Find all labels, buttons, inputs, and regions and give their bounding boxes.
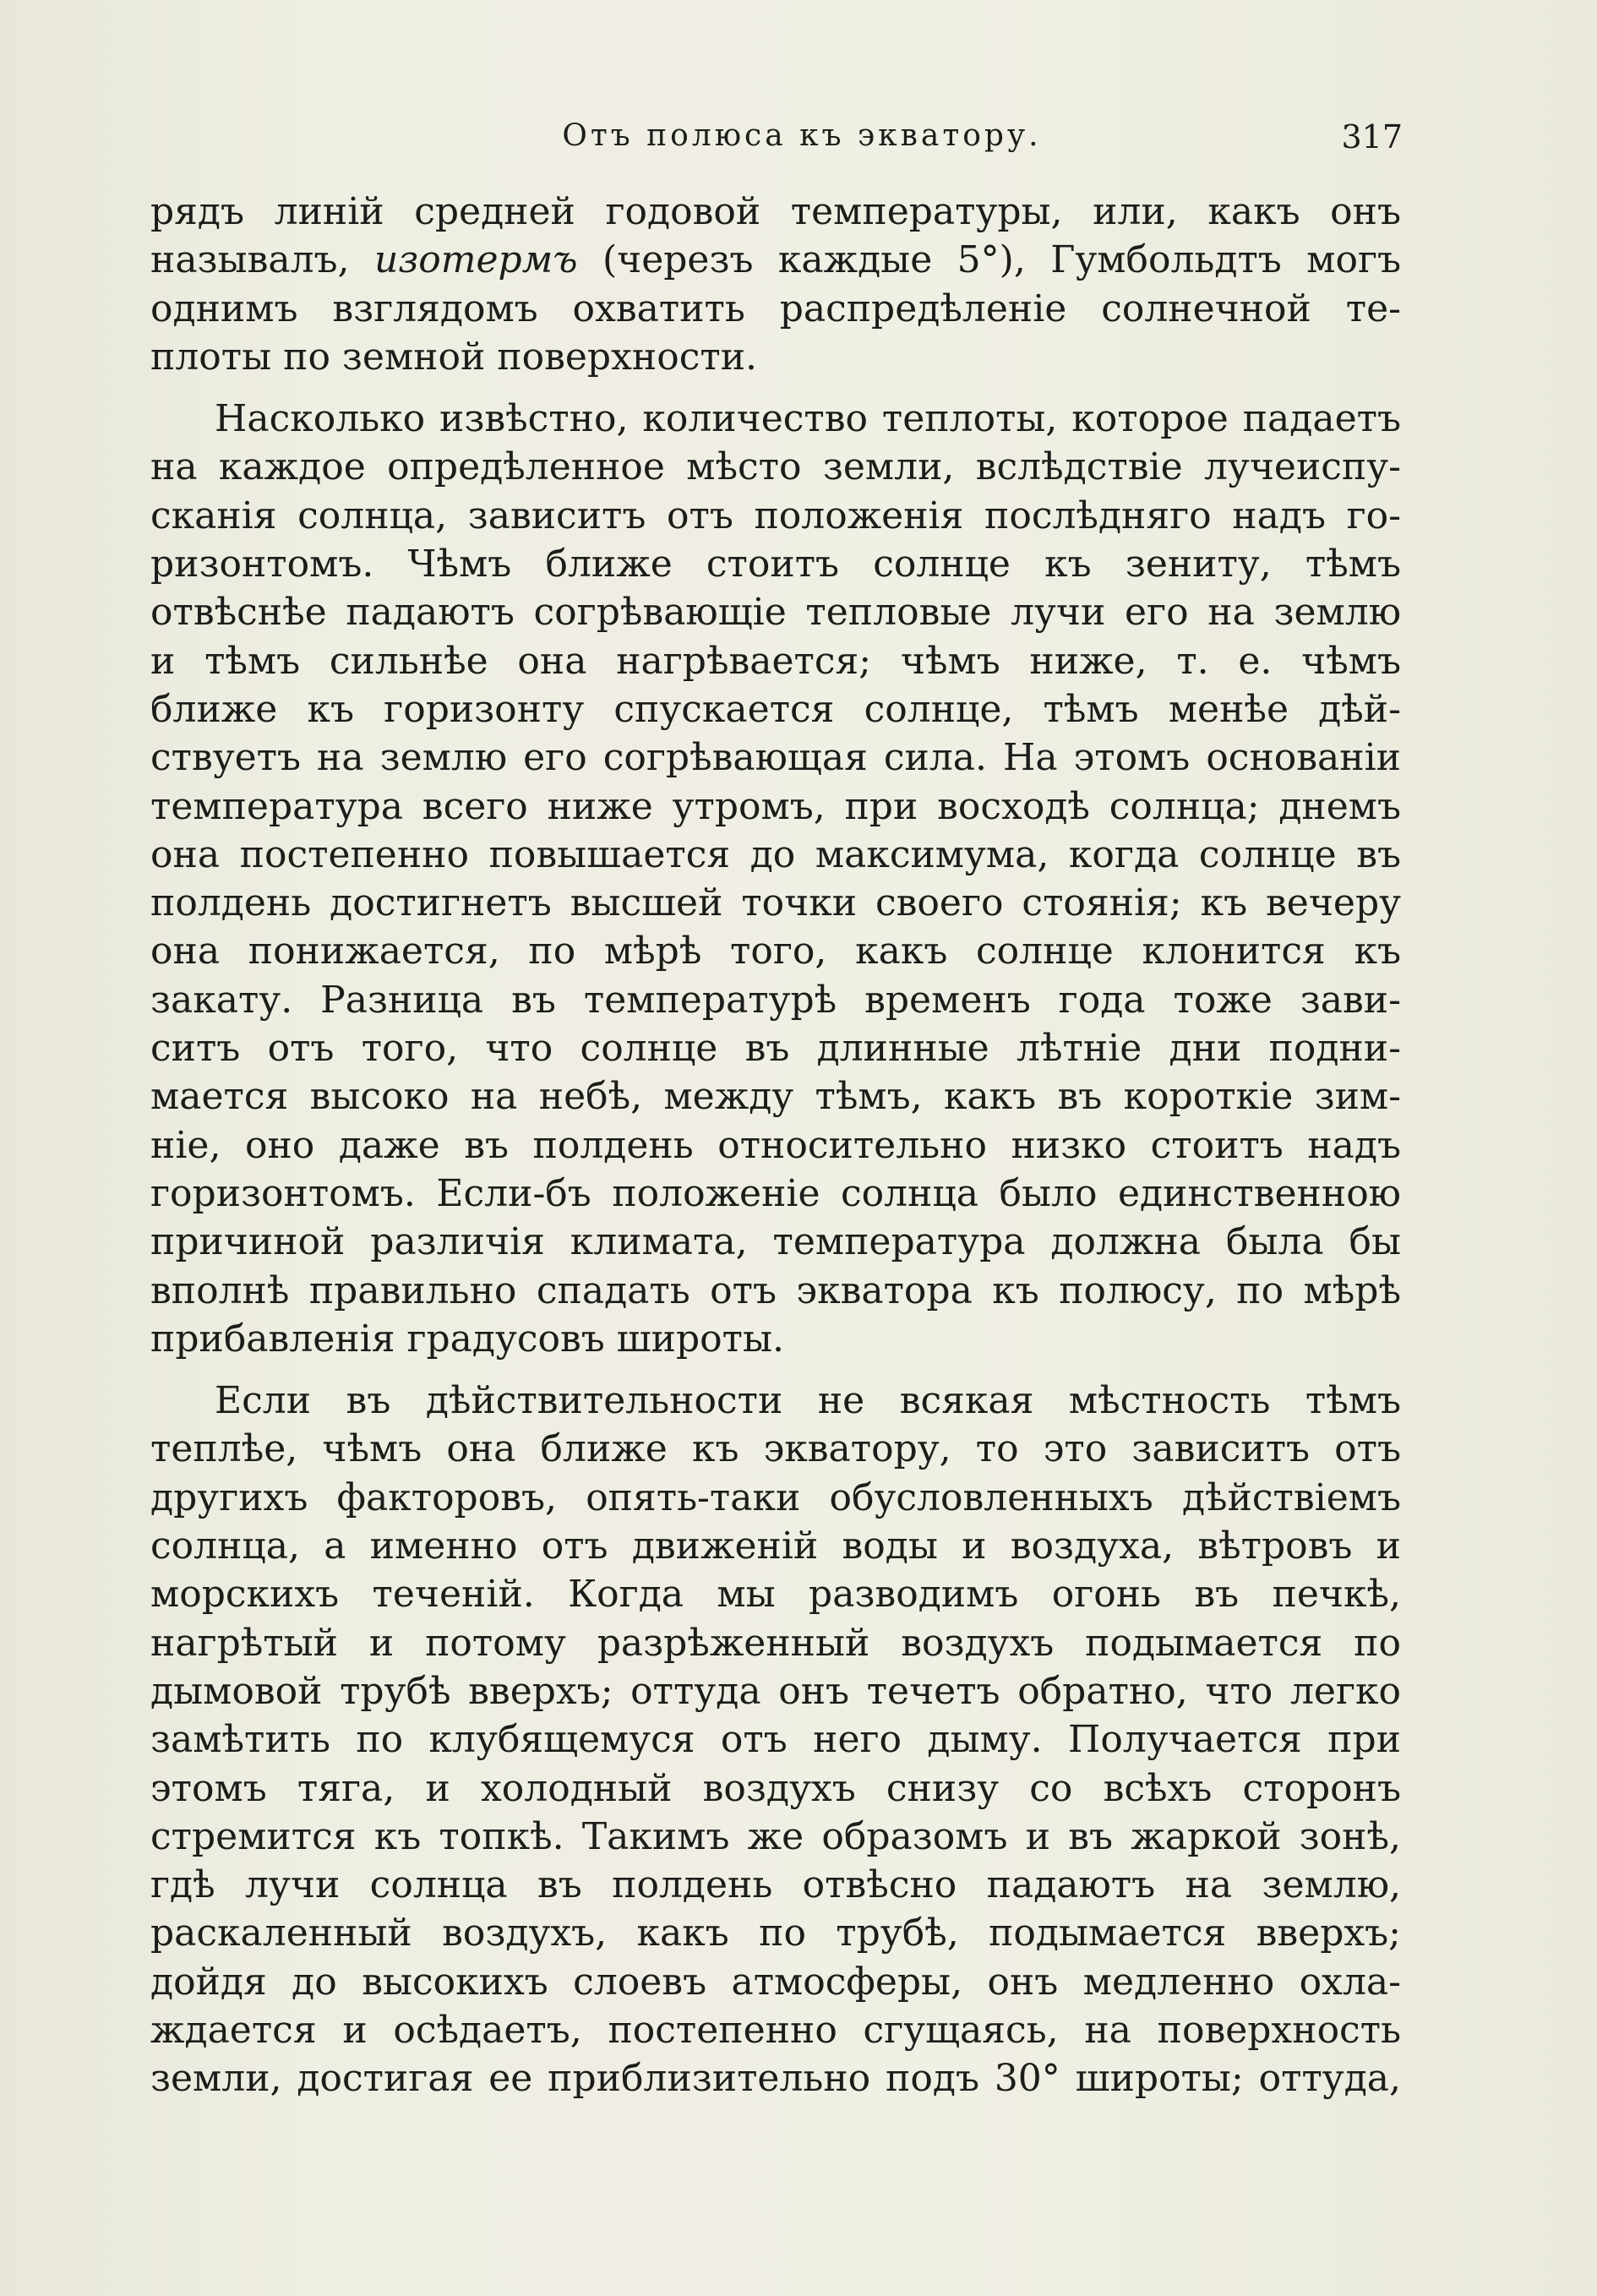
text-line: отвѣснѣе падаютъ согрѣвающіе тепловые лучи его на землю (150, 591, 1401, 635)
text-line: раскаленный воздухъ, какъ по трубѣ, подымается вверхъ; (150, 1912, 1401, 1955)
text-line: рядъ линій средней годовой температуры, или, какъ онъ (150, 190, 1401, 233)
text-line: теплѣе, чѣмъ она ближе къ экватору, то это зависитъ отъ (150, 1427, 1401, 1471)
text-body (150, 188, 1401, 2103)
text-line: полдень достигнетъ высшей точки своего стоянія; къ вечеру (150, 881, 1401, 925)
italic-term: изотермъ (373, 238, 578, 282)
text-line: дымовой трубѣ вверхъ; оттуда онъ течетъ обратно, что легко (150, 1669, 1401, 1713)
text-line: ствуетъ на землю его согрѣвающая сила. На этомъ основаніи (150, 736, 1401, 780)
text-line: ближе къ горизонту спускается солнце, тѣмъ менѣе дѣй- (150, 687, 1401, 731)
text-line: плоты по земной поверхности. (150, 335, 758, 379)
text-line: морскихъ теченій. Когда мы разводимъ огонь въ печкѣ, (150, 1573, 1401, 1617)
text-line: этомъ тяга, и холодный воздухъ снизу со всѣхъ сторонъ (150, 1766, 1401, 1810)
text-line: причиной различія климата, температура должна была бы (150, 1220, 1401, 1264)
running-title: Отъ полюса къ экватору. (562, 118, 1042, 153)
text-line: ждается и осѣдаетъ, постепенно сгущаясь, на поверхность (150, 2008, 1401, 2052)
text-line: ситъ отъ того, что солнце въ длинные лѣтніе дни подни- (150, 1027, 1401, 1071)
text-span: называлъ, (150, 238, 374, 282)
text-line: однимъ взглядомъ охватить распредѣленіе солнечной те- (150, 286, 1401, 330)
text-line: Насколько извѣстно, количество теплоты, которое падаетъ (215, 397, 1401, 441)
text-line: другихъ факторовъ, опять-таки обусловленныхъ дѣйствіемъ (150, 1475, 1401, 1519)
text-line: солнца, а именно отъ движеній воды и воздуха, вѣтровъ и (150, 1524, 1401, 1568)
text-line: закату. Разница въ температурѣ временъ года тоже зави- (150, 978, 1401, 1022)
text-line: она постепенно повышается до максимума, когда солнце въ (150, 832, 1401, 876)
page-number: 317 (1341, 118, 1403, 155)
text-line: температура всего ниже утромъ, при восходѣ солнца; днемъ (150, 784, 1401, 828)
text-line: горизонтомъ. Если-бъ положеніе солнца было единственною (150, 1171, 1401, 1215)
text-span: (черезъ каждые 5°), Гумбольдтъ могъ (577, 238, 1401, 282)
paragraph (150, 188, 1401, 381)
text-line: она понижается, по мѣрѣ того, какъ солнце клонится къ (150, 930, 1401, 973)
text-line: на каждое опредѣленное мѣсто земли, вслѣдствіе лучеиспу- (150, 445, 1401, 489)
text-line: мается высоко на небѣ, между тѣмъ, какъ въ короткіе зим- (150, 1075, 1401, 1119)
text-line: гдѣ лучи солнца въ полдень отвѣсно падаютъ на землю, (150, 1863, 1401, 1907)
text-line: Если въ дѣйствительности не всякая мѣстность тѣмъ (215, 1379, 1401, 1423)
text-line: нагрѣтый и потому разрѣженный воздухъ подымается по (150, 1621, 1401, 1665)
text-line: стремится къ топкѣ. Такимъ же образомъ и въ жаркой зонѣ, (150, 1814, 1401, 1858)
text-line: сканія солнца, зависитъ отъ положенія послѣдняго надъ го- (150, 494, 1401, 537)
text-line: ніе, оно даже въ полдень относительно низко стоитъ надъ (150, 1123, 1401, 1167)
text-line (150, 236, 1401, 284)
paragraph (150, 1377, 1401, 2102)
text-line: вполнѣ правильно спадать отъ экватора къ полюсу, по мѣрѣ (150, 1268, 1401, 1312)
paragraph (150, 395, 1401, 1363)
text-line: земли, достигая ее приблизительно подъ 30° широты; оттуда, (150, 2057, 1401, 2101)
running-head (150, 118, 1403, 169)
text-line: прибавленія градусовъ широты. (150, 1317, 784, 1361)
text-line: замѣтить по клубящемуся отъ него дыму. Получается при (150, 1718, 1401, 1762)
text-line: дойдя до высокихъ слоевъ атмосферы, онъ медленно охла- (150, 1960, 1401, 2004)
text-line: и тѣмъ сильнѣе она нагрѣвается; чѣмъ ниже, т. е. чѣмъ (150, 639, 1401, 683)
text-line: ризонтомъ. Чѣмъ ближе стоитъ солнце къ зениту, тѣмъ (150, 543, 1401, 586)
